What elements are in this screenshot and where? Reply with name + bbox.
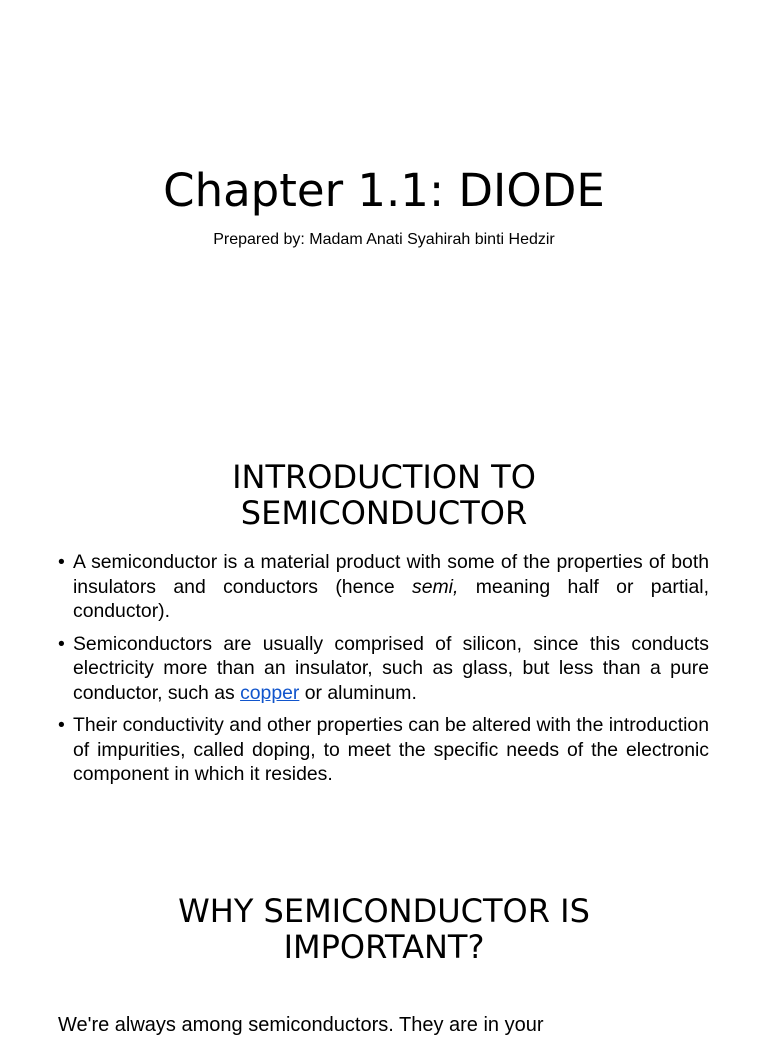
copper-link[interactable]: copper xyxy=(240,681,300,704)
bullet-text: A semiconductor is a material product with some of the properties of both insulators and conductors (hence xyxy=(73,551,709,598)
bullet-icon: • xyxy=(58,714,65,736)
bullet-text: Their conductivity and other properties can be altered with the introduction of impurities, called doping, to meet the specific needs of the electronic component in which it resides. xyxy=(73,714,709,785)
bullet-item-composition xyxy=(58,632,709,706)
why-heading xyxy=(0,893,768,965)
bullet-text: Semiconductors are usually comprised of silicon, since this conducts electricity more than an insulator, such as glass, but less than a pure conductor, such as xyxy=(73,632,709,704)
intro-bullet-list xyxy=(58,550,709,795)
bullet-text: meaning half or partial, conductor). xyxy=(73,575,709,622)
bullet-emphasis: semi, xyxy=(412,575,459,598)
intro-heading-line-1: INTRODUCTION TO xyxy=(232,458,536,496)
intro-heading xyxy=(0,459,768,531)
why-paragraph: We're always among semiconductors. They are in your xyxy=(58,1014,544,1036)
why-heading-line-1: WHY SEMICONDUCTOR IS xyxy=(178,892,590,930)
bullet-item-doping xyxy=(58,713,709,787)
intro-heading-line-2: SEMICONDUCTOR xyxy=(240,494,528,532)
author-subtitle: Prepared by: Madam Anati Syahirah binti Hedzir xyxy=(213,231,555,248)
bullet-item-definition xyxy=(58,550,709,624)
bullet-text: or aluminum. xyxy=(299,681,417,704)
bullet-icon: • xyxy=(58,551,65,573)
bullet-icon: • xyxy=(58,632,65,655)
why-heading-line-2: IMPORTANT? xyxy=(283,928,485,966)
chapter-title: Chapter 1.1: DIODE xyxy=(163,164,605,217)
